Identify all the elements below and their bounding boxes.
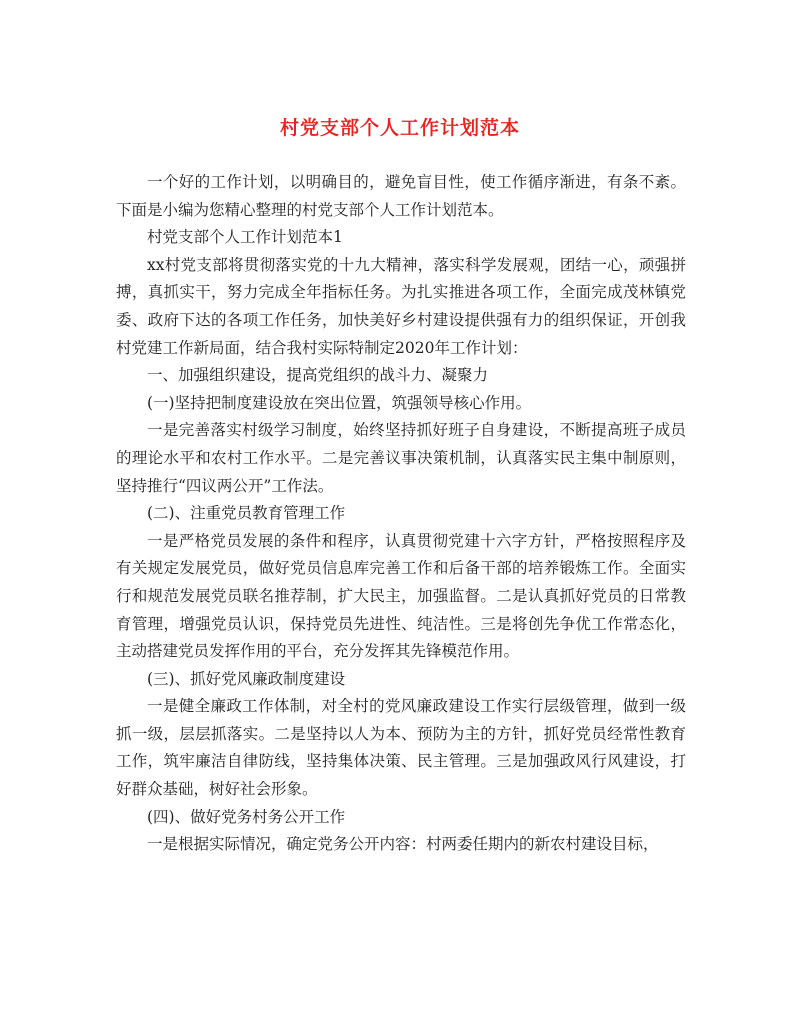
paragraph-subsection-1: 一是完善落实村级学习制度，始终坚持抓好班子自身建设，不断提高班子成员的理论水平和农村工作水平。二是完善议事决策机制，认真落实民主集中制原则，坚持推行“四议两公开”工作法。 bbox=[116, 421, 686, 495]
paragraph-sample-heading: 村党支部个人工作计划范本1 bbox=[147, 228, 343, 247]
paragraph-subsection-2: 一是严格党员发展的条件和程序，认真贯彻党建十六字方针，严格按照程序及有关规定发展党员，做好党员信息库完善工作和后备干部的培养锻炼工作。全面实行和规范发展党员联名推荐制，扩大民主，加强监督。二是认真抓好党员的日常教育管理，增强党员认识，保持党员先进性、纯洁性。三是将创先争优工作常态化，主动搭建党员发挥作用的平台，充分发挥其先锋模范作用。 bbox=[116, 531, 686, 661]
paragraph-overview: xx村党支部将贯彻落实党的十九大精神，落实科学发展观，团结一心，顽强拼搏，真抓实干，努力完成全年指标任务。为扎实推进各项工作，全面完成茂林镇党委、政府下达的各项工作任务，加快美好乡村建设提供强有力的组织保证，开创我村党建工作新局面，结合我村实际特制定2020年工作计划： bbox=[116, 255, 686, 357]
section-heading-1: 一、加强组织建设，提高党组织的战斗力、凝聚力 bbox=[147, 366, 489, 385]
document-title: 村党支部个人工作计划范本 bbox=[279, 117, 520, 139]
document-body bbox=[116, 169, 686, 859]
paragraph-subsection-3: 一是健全廉政工作体制，对全村的党风廉政建设工作实行层级管理，做到一级抓一级，层层抓落实。二是坚持以人为本、预防为主的方针，抓好党员经常性教育工作，筑牢廉洁自律防线，坚持集体决策、民主管理。三是加强政风行风建设，打好群众基础，树好社会形象。 bbox=[116, 697, 686, 799]
subsection-heading-4: (四)、做好党务村务公开工作 bbox=[147, 807, 346, 826]
paragraph-intro: 一个好的工作计划，以明确目的，避免盲目性，使工作循序渐进，有条不紊。下面是小编为您精心整理的村党支部个人工作计划范本。 bbox=[116, 173, 686, 219]
subsection-heading-1: (一)坚持把制度建设放在突出位置，筑强领导核心作用。 bbox=[147, 393, 532, 412]
paragraph-subsection-4: 一是根据实际情况，确定党务公开内容：村两委任期内的新农村建设目标， bbox=[147, 835, 659, 854]
subsection-heading-3: (三)、抓好党风廉政制度建设 bbox=[147, 669, 346, 688]
subsection-heading-2: (二)、注重党员教育管理工作 bbox=[147, 504, 346, 523]
